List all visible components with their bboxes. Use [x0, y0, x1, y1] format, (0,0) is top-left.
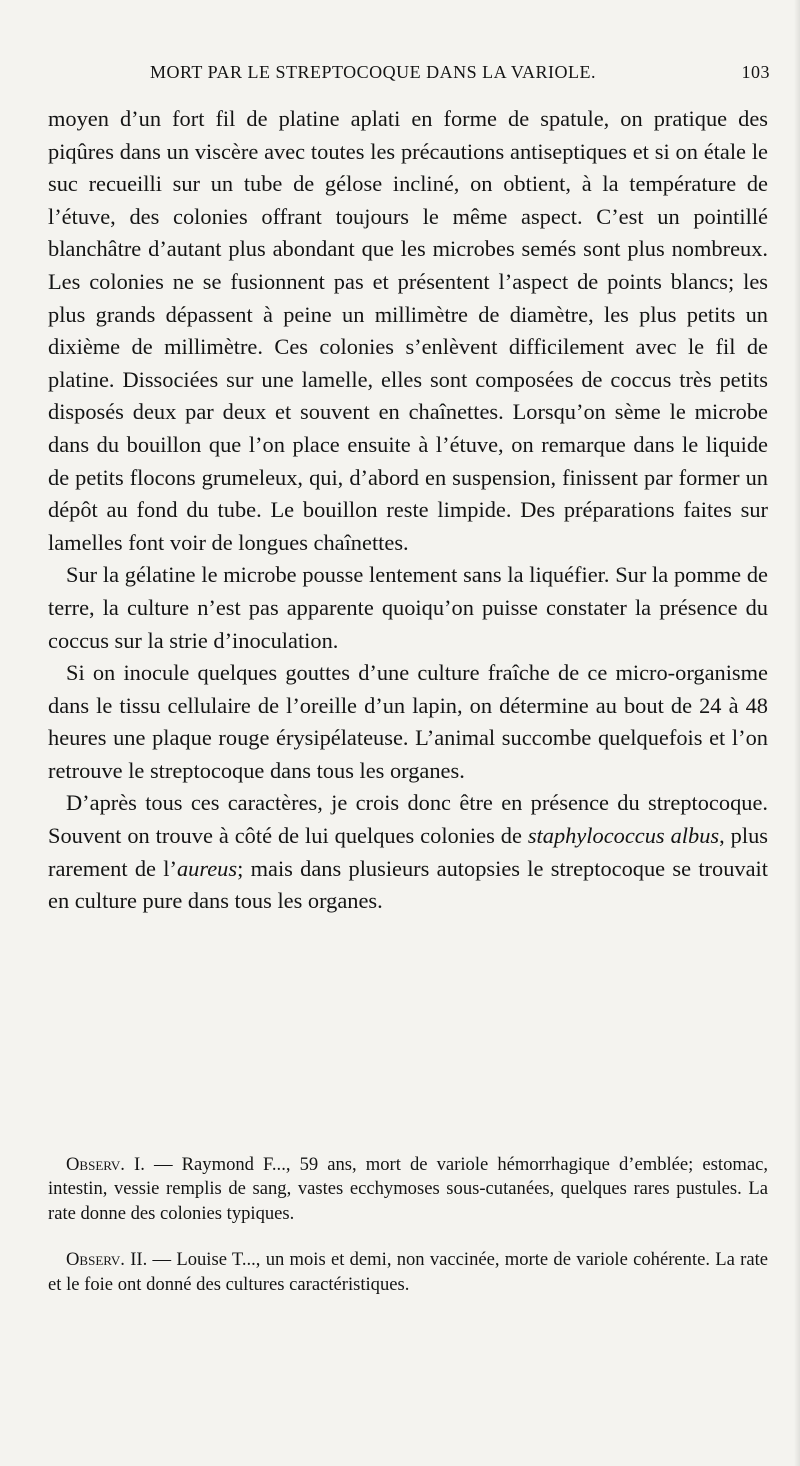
paragraph-3: Si on inocule quelques gouttes d’une culture fraîche de ce micro-organisme dans le tissu cellulaire de l’oreille d’un lapin, on détermine au bout de 24 à 48 heures une plaque rouge érysipélateuse. L’animal succombe quelquefois et l’on retrouve le streptocoque dans tous les organes.: [48, 660, 768, 783]
paragraph-4-part-b: , plus rarement de l’: [48, 823, 768, 881]
paragraph-4-part-a: D’après tous ces caractères, je crois donc être en présence du streptocoque. Souvent on trouve à côté de lui quelques colonies de: [48, 790, 768, 849]
paragraph-4: [48, 787, 768, 917]
observation-1-text: — Raymond F..., 59 ans, mort de variole hémorrhagique d’emblée; estomac, intestin, vessie remplis de sang, vastes ecchymoses sous-cutanées, quelques rares pustules. La rate donne des colonies typiques.: [48, 1154, 768, 1224]
observation-1-label: Observ. I.: [66, 1154, 145, 1175]
main-text: [48, 103, 768, 918]
running-title: MORT PAR LE STREPTOCOQUE DANS LA VARIOLE.: [150, 62, 596, 82]
observation-2-label: Observ. II.: [66, 1249, 148, 1271]
observation-2-text: — Louise T..., un mois et demi, non vaccinée, morte de variole cohérente. La rate et le foie ont donné des cultures caractéristiques.: [48, 1249, 768, 1295]
running-head: [50, 62, 770, 92]
page-edge-shadow: [794, 0, 800, 1466]
observation-1: [48, 1153, 768, 1226]
paragraph-4-part-c: ; mais dans plusieurs autopsies le streptocoque se trouvait en culture pure dans tous les organes.: [48, 855, 768, 914]
paragraph-1: moyen d’un fort fil de platine aplati en forme de spatule, on pratique des piqûres dans un viscère avec toutes les précautions antiseptiques et si on étale le suc recueilli sur un tube de gélose incliné, on obtient, à la température de l’étuve, des colonies offrant toujours le même aspect. C’est un pointillé blanchâtre d’autant plus abondant que les microbes semés sont plus nombreux. Les colonies ne se fusionnent pas et présentent l’aspect de points blancs; les plus grands dépassent à peine un millimètre de diamètre, les plus petits un dixième de millimètre. Ces colonies s’enlèvent difficilement avec le fil de platine. Dissociées sur une lamelle, elles sont composées de coccus très petits disposés deux par deux et souvent en chaînettes. Lorsqu’on sème le microbe dans du bouillon que l’on place ensuite à l’étuve, on remarque dans le liquide de petits flocons grumeleux, qui, d’abord en suspension, finissent par former un dépôt au fond du tube. Le bouillon reste limpide. Des préparations faites sur lamelles font voir de longues chaînettes.: [48, 106, 768, 555]
paragraph-2: Sur la gélatine le microbe pousse lentement sans la liquéfier. Sur la pomme de terre, la culture n’est pas apparente quoiqu’on puisse constater la présence du coccus sur la strie d’inoculation.: [48, 562, 768, 653]
observation-2: [48, 1248, 768, 1297]
species-name-aureus: aureus: [176, 855, 238, 881]
observations: [48, 1153, 768, 1297]
page-number: 103: [741, 62, 770, 82]
species-name-albus: staphylococcus albus: [527, 823, 720, 849]
